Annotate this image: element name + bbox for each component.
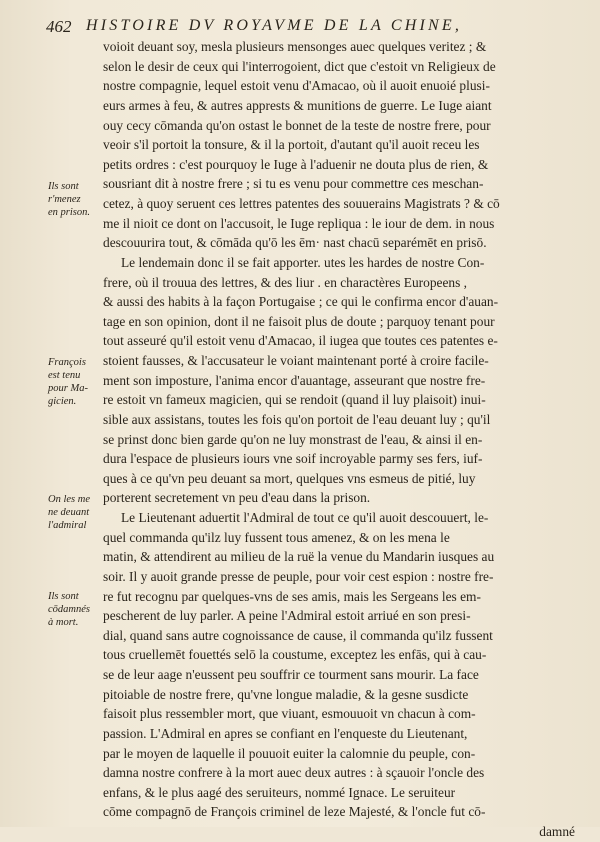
text-line: descouurira tout, & cōmāda qu'ō les ēm· nast chacū separémēt en prisō. [103, 235, 487, 251]
text-line: veoir s'il portoit la tonsure, & il la portoit, d'autant qu'il auoit receu les [103, 137, 480, 153]
text-line: re estoit vn fameux magicien, qui se rendoit (quand il luy plaisoit) inui- [103, 392, 486, 408]
text-line: pitoiable de nostre frere, qu'vne longue maladie, & la gesne susdicte [103, 686, 469, 702]
text-line: damna nostre confrere à la mort auec deux autres : à sçauoir l'oncle des [103, 765, 485, 781]
text-line: matin, & attendirent au milieu de la ruë la venue du Mandarin iusques au [103, 549, 495, 565]
text-line: stoient fausses, & l'accusateur le voiant maintenant porté à croire facile- [103, 353, 489, 368]
text-line: tous cruellemēt fouettés selō la coustume, exceptez les enfās, qui à cau- [103, 647, 487, 663]
text-line: ouy cecy cōmanda qu'on ostast le bonnet de la teste de nostre frere, pour [103, 117, 491, 133]
text-line: eurs armes à feu, & autres apprests & munitions de guerre. Le Iuge aiant [103, 97, 492, 113]
text-line: passion. L'Admiral en apres se confiant en l'enqueste du Lieutenant, [103, 725, 468, 741]
body-text [103, 37, 583, 842]
text-line: cōme compagnō de François criminel de leze Majesté, & l'oncle fut cō- [103, 804, 486, 820]
text-line: pescherent de luy parler. A peine l'Admiral estoit arriué en son presi- [103, 608, 471, 624]
text-line: nostre compagnie, lequel estoit venu d'Amacao, où il auoit enuoié plusi- [103, 78, 490, 94]
text-line: Le lendemain donc il se fait apporter. utes les hardes de nostre Con- [121, 254, 485, 270]
page-number: 462 [46, 17, 72, 36]
text-line: quel commanda qu'ilz luy fussent tous amenez, & on les mena le [103, 529, 450, 545]
text-line: dial, quand sans autre cognoissance de cause, il commanda qu'ilz fussent [103, 627, 493, 643]
margin-note-magician: François est tenu pour Ma- gicien. [48, 357, 88, 407]
text-line: dura l'espace de plusieurs iours vne soif incroyable parmy ses fers, iuf- [103, 451, 483, 467]
text-line: ment son imposture, l'anima encor d'auantage, asseurant que nostre fre- [103, 372, 486, 388]
text-line: tage en son opinion, dont il ne faisoit plus de doute ; parquoy tenant pour [103, 313, 495, 329]
text-line: re fut recognu par quelques-vns de ses amis, mais les Sergeans les em- [103, 588, 481, 604]
text-line: par le moyen de laquelle il pouuoit euiter la calomnie du peuple, con- [103, 745, 476, 761]
text-line: se de leur aage n'eussent peu souffrir ce tourment sans mourir. La face [103, 667, 479, 682]
margin-note-admiral: On les me ne deuant l'admiral [48, 494, 90, 531]
text-line: tout asseuré qu'il estoit venu d'Amacao, il iugea que toutes ces patentes e- [103, 333, 498, 349]
text-line: enfans, & le plus aagé des seruiteurs, nommé Ignace. Le seruiteur [103, 784, 456, 800]
text-line: & aussi des habits à la façon Portugaise ; ce qui le confirma encor d'auan- [103, 294, 499, 310]
text-line: sible aux assistans, toutes les fois qu'on portoit de l'eau deuant luy ; qu'il [103, 411, 491, 427]
margin-note-prison: Ils sont r'menez en prison. [48, 181, 90, 218]
text-line: cetez, à quoy seruent ces lettres patentes des souuerains Magistrats ? & cō [103, 196, 500, 211]
text-line: frere, où il trouua des lettres, & des liur . en charactères Europeens , [103, 274, 468, 290]
text-line: selon le desir de ceux qui l'interrogoient, dict que c'estoit vn Religieux de [103, 58, 496, 74]
text-line: se prinst donc bien garde qu'on ne luy monstrast de l'eau, & ainsi il en- [103, 431, 483, 447]
running-title: HISTOIRE DV ROYAVME DE LA CHINE, [86, 17, 463, 34]
text-line: soir. Il y auoit grande presse de peuple, pour voir cest espion : nostre fre- [103, 568, 494, 584]
text-line: me il nioit ce dont on l'accusoit, le Iuge repliqua : le iour de dem. in nous [103, 215, 495, 231]
margin-note-condemned: Ils sont cōdamnés à mort. [48, 591, 90, 628]
text-line: porterent secretement vn peu d'eau dans la prison. [103, 490, 371, 506]
catchword: damné [539, 824, 575, 839]
page-header [46, 17, 586, 39]
text-line: sousriant dit à nostre frere ; si tu es venu pour commettre ces meschan- [103, 176, 484, 192]
text-line: Le Lieutenant aduertit l'Admiral de tout ce qu'il auoit descouuert, le- [121, 510, 489, 525]
text-line: petits ordres : c'est pourquoy le Iuge à l'aduenir ne douta plus de rien, & [103, 156, 489, 172]
text-line: ques à ce qu'vn peu deuant sa mort, quelques vns esmeus de pitié, luy [103, 470, 476, 486]
text-line: faisoit plus ressembler mort, que viuant, esmouuoit vn chacun à com- [103, 706, 476, 722]
text-line: voioit deuant soy, mesla plusieurs mensonges auec quelques veritez ; & [103, 39, 487, 54]
